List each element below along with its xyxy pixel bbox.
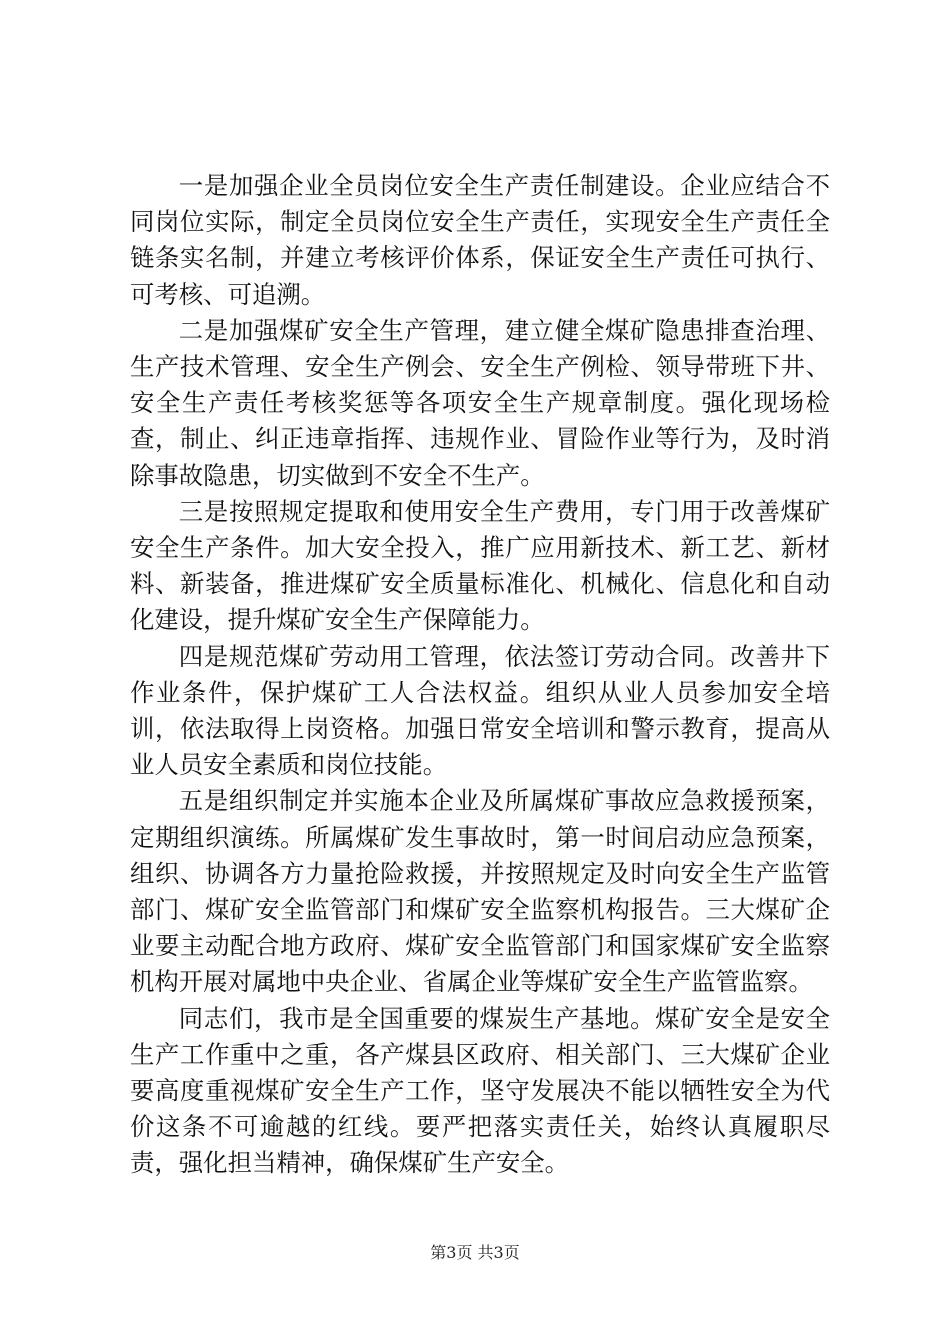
paragraph-5: 五是组织制定并实施本企业及所属煤矿事故应急救援预案，定期组织演练。所属煤矿发生事故时，第一时间启动应急预案，组织、协调各方力量抢险救援，并按照规定及时向安全生产监管部门、煤矿安全监管部门和煤矿安全监察机构报告。三大煤矿企业要主动配合地方政府、煤矿安全监管部门和国家煤矿安全监察机构开展对属地中央企业、省属企业等煤矿安全生产监管监察。: [130, 786, 830, 997]
document-body: [130, 168, 830, 1182]
page-number-footer: 第3页 共3页: [430, 1243, 520, 1262]
paragraph-3: 三是按照规定提取和使用安全生产费用，专门用于改善煤矿安全生产条件。加大安全投入，推广应用新技术、新工艺、新材料、新装备，推进煤矿安全质量标准化、机械化、信息化和自动化建设，提升煤矿安全生产保障能力。: [130, 496, 830, 635]
paragraph-6: 同志们，我市是全国重要的煤炭生产基地。煤矿安全是安全生产工作重中之重，各产煤县区政府、相关部门、三大煤矿企业要高度重视煤矿安全生产工作，坚守发展决不能以牺牲安全为代价这条不可逾越的红线。要严把落实责任关，始终认真履职尽责，强化担当精神，确保煤矿生产安全。: [130, 1003, 830, 1178]
paragraph-2: 二是加强煤矿安全生产管理，建立健全煤矿隐患排查治理、生产技术管理、安全生产例会、安全生产例检、领导带班下井、安全生产责任考核奖惩等各项安全生产规章制度。强化现场检查，制止、纠正违章指挥、违规作业、冒险作业等行为，及时消除事故隐患，切实做到不安全不生产。: [130, 315, 830, 490]
paragraph-4: 四是规范煤矿劳动用工管理，依法签订劳动合同。改善井下作业条件，保护煤矿工人合法权益。组织从业人员参加安全培训，依法取得上岗资格。加强日常安全培训和警示教育，提高从业人员安全素质和岗位技能。: [130, 641, 830, 780]
paragraph-1: 一是加强企业全员岗位安全生产责任制建设。企业应结合不同岗位实际，制定全员岗位安全生产责任，实现安全生产责任全链条实名制，并建立考核评价体系，保证安全生产责任可执行、可考核、可追溯。: [130, 171, 830, 309]
